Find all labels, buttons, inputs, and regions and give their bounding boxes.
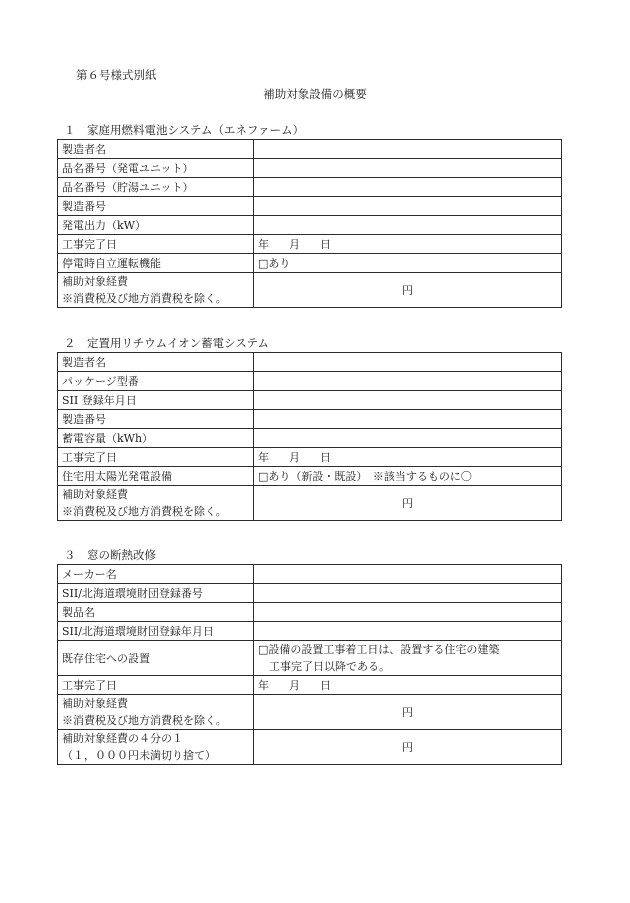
row-label-line1: 補助対象経費の４分の１ — [62, 732, 183, 745]
completion-date-field[interactable] — [254, 676, 562, 695]
quarter-cost-input[interactable]: 円 — [254, 730, 562, 765]
form-number-label: 第６号様式別紙 — [76, 68, 157, 82]
existing-house-line2: 工事完了日以降である。 — [258, 660, 390, 673]
table-row — [58, 695, 562, 730]
row-label-line2: ※消費税及び地方消費税を除く。 — [62, 714, 227, 727]
table-row — [58, 486, 562, 521]
row-label-line1: 補助対象経費 — [62, 275, 128, 288]
table-row — [58, 730, 562, 765]
row-label-line1: 補助対象経費 — [62, 488, 128, 501]
table-row — [58, 676, 562, 695]
solar-equipment-checkbox[interactable]: □あり（新設・既設） ※該当するものに〇 — [254, 467, 562, 486]
serial-number-input[interactable] — [254, 197, 562, 216]
row-label: 蓄電容量（kWh） — [58, 429, 254, 448]
row-label: SII/北海道環境財団登録番号 — [58, 584, 254, 603]
section-3-table — [57, 564, 562, 765]
day-label: 日 — [320, 678, 331, 692]
table-row — [58, 254, 562, 273]
row-label: 製造番号 — [58, 197, 254, 216]
self-operation-checkbox[interactable]: □あり — [254, 254, 562, 273]
row-label-line1: 補助対象経費 — [62, 697, 128, 710]
section-2-heading: ２ 定置用リチウムイオン蓄電システム — [64, 336, 269, 350]
serial-number-input[interactable] — [254, 410, 562, 429]
existing-house-line1: □設備の設置工事着工日は、設置する住宅の建築 — [258, 643, 500, 656]
row-label — [58, 486, 254, 521]
row-label-line2: （１，０００円未満切り捨て） — [62, 749, 216, 762]
maker-name-input[interactable] — [254, 565, 562, 584]
row-label: 製造者名 — [58, 140, 254, 159]
row-label: 製造番号 — [58, 410, 254, 429]
table-row — [58, 565, 562, 584]
row-label: 工事完了日 — [58, 235, 254, 254]
table-row — [58, 391, 562, 410]
table-row — [58, 197, 562, 216]
row-label: 製品名 — [58, 603, 254, 622]
registration-date-input[interactable] — [254, 622, 562, 641]
section-1-table — [57, 139, 562, 308]
row-label: 発電出力（kW） — [58, 216, 254, 235]
completion-date-field[interactable] — [254, 448, 562, 467]
document-title: 補助対象設備の概要 — [263, 87, 367, 101]
table-row — [58, 584, 562, 603]
row-label: SII/北海道環境財団登録年月日 — [58, 622, 254, 641]
power-unit-model-input[interactable] — [254, 159, 562, 178]
row-label: 品名番号（発電ユニット） — [58, 159, 254, 178]
package-model-input[interactable] — [254, 372, 562, 391]
month-label: 月 — [289, 450, 300, 464]
table-row — [58, 159, 562, 178]
table-row — [58, 178, 562, 197]
row-label: メーカー名 — [58, 565, 254, 584]
manufacturer-input[interactable] — [254, 353, 562, 372]
row-label: パッケージ型番 — [58, 372, 254, 391]
day-label: 日 — [320, 450, 331, 464]
section-2-table — [57, 352, 562, 521]
table-row — [58, 467, 562, 486]
day-label: 日 — [320, 237, 331, 251]
sii-registration-date-input[interactable] — [254, 391, 562, 410]
row-label: 既存住宅への設置 — [58, 641, 254, 676]
table-row — [58, 641, 562, 676]
subsidy-cost-input[interactable]: 円 — [254, 273, 562, 308]
year-label: 年 — [258, 237, 269, 251]
month-label: 月 — [289, 237, 300, 251]
section-3-heading: ３ 窓の断熱改修 — [64, 548, 156, 562]
table-row — [58, 410, 562, 429]
storage-capacity-input[interactable] — [254, 429, 562, 448]
row-label — [58, 273, 254, 308]
table-row — [58, 216, 562, 235]
table-row — [58, 353, 562, 372]
subsidy-cost-input[interactable]: 円 — [254, 695, 562, 730]
table-row — [58, 622, 562, 641]
table-row — [58, 448, 562, 467]
row-label-line2: ※消費税及び地方消費税を除く。 — [62, 505, 227, 518]
row-label: 工事完了日 — [58, 448, 254, 467]
section-1-heading: １ 家庭用燃料電池システム（エネファーム） — [64, 123, 305, 137]
table-row — [58, 140, 562, 159]
product-name-input[interactable] — [254, 603, 562, 622]
table-row — [58, 429, 562, 448]
storage-unit-model-input[interactable] — [254, 178, 562, 197]
row-label — [58, 730, 254, 765]
row-label — [58, 695, 254, 730]
row-label: SII 登録年月日 — [58, 391, 254, 410]
completion-date-field[interactable] — [254, 235, 562, 254]
year-label: 年 — [258, 450, 269, 464]
row-label: 住宅用太陽光発電設備 — [58, 467, 254, 486]
year-label: 年 — [258, 678, 269, 692]
existing-house-checkbox[interactable] — [254, 641, 562, 676]
table-row — [58, 372, 562, 391]
month-label: 月 — [289, 678, 300, 692]
row-label: 工事完了日 — [58, 676, 254, 695]
power-output-input[interactable] — [254, 216, 562, 235]
table-row — [58, 603, 562, 622]
table-row — [58, 235, 562, 254]
row-label: 停電時自立運転機能 — [58, 254, 254, 273]
row-label: 品名番号（貯湯ユニット） — [58, 178, 254, 197]
subsidy-cost-input[interactable]: 円 — [254, 486, 562, 521]
table-row — [58, 273, 562, 308]
registration-number-input[interactable] — [254, 584, 562, 603]
manufacturer-input[interactable] — [254, 140, 562, 159]
row-label: 製造者名 — [58, 353, 254, 372]
row-label-line2: ※消費税及び地方消費税を除く。 — [62, 292, 227, 305]
